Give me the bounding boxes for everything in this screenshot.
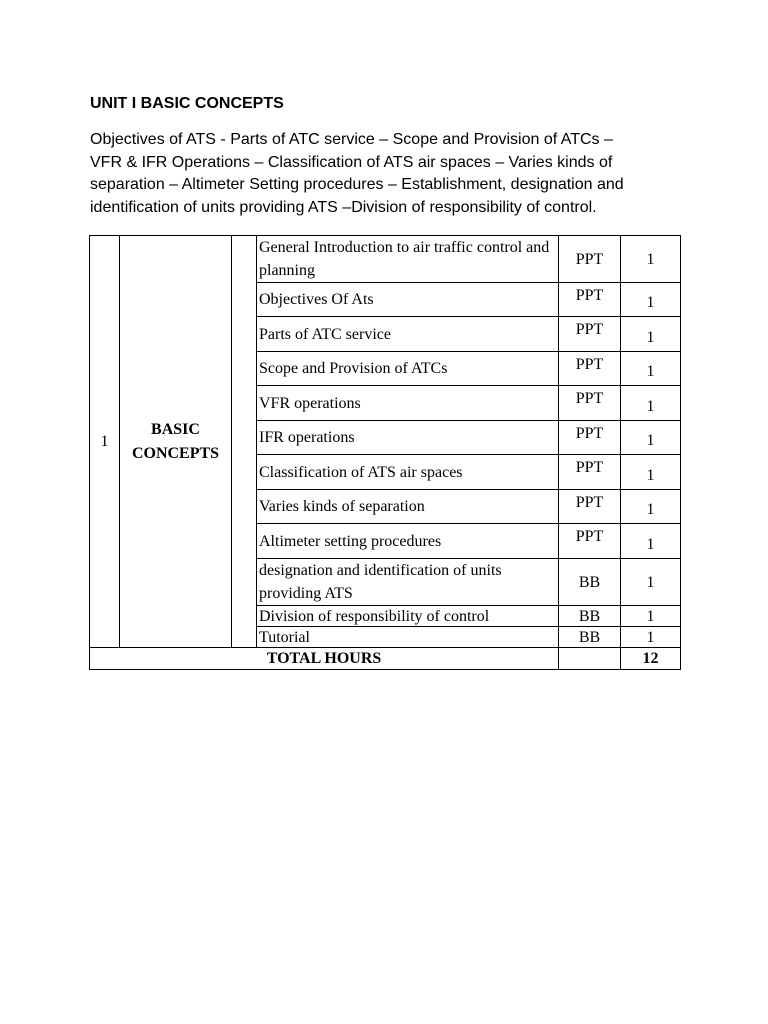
teaching-mode-cell: PPT [559, 524, 621, 559]
teaching-mode-cell: BB [559, 606, 621, 627]
teaching-mode-cell: BB [559, 627, 621, 648]
serial-number-cell: 1 [90, 236, 120, 648]
topic-cell: Division of responsibility of control [257, 606, 559, 627]
hours-cell: 1 [621, 627, 681, 648]
teaching-mode-cell: PPT [559, 317, 621, 352]
teaching-mode-cell: PPT [559, 283, 621, 317]
topic-cell: Parts of ATC service [257, 317, 559, 352]
teaching-mode-cell: BB [559, 559, 621, 606]
syllabus-paragraph [90, 129, 690, 219]
unit-name-line: CONCEPTS [131, 444, 220, 462]
hours-cell: 1 [621, 524, 681, 559]
topic-cell: Scope and Provision of ATCs [257, 352, 559, 386]
syllabus-line: identification of units providing ATS –Division of responsibility of control. [90, 198, 597, 216]
total-mode-cell [559, 648, 621, 670]
hours-cell: 1 [621, 236, 681, 283]
unit-name-line: BASIC [151, 420, 200, 438]
topic-cell: Tutorial [257, 627, 559, 648]
spacer-cell [232, 236, 257, 648]
topic-cell: Varies kinds of separation [257, 490, 559, 524]
hours-cell: 1 [621, 352, 681, 386]
lesson-plan-table [89, 235, 681, 670]
syllabus-line: separation – Altimeter Setting procedures – Establishment, designation and [90, 176, 624, 193]
table-row [90, 236, 681, 283]
unit-heading: UNIT I BASIC CONCEPTS [90, 95, 284, 112]
hours-cell: 1 [621, 455, 681, 490]
topic-cell: Altimeter setting procedures [257, 524, 559, 559]
topic-cell: Objectives Of Ats [257, 283, 559, 317]
hours-cell: 1 [621, 559, 681, 606]
teaching-mode-cell: PPT [559, 490, 621, 524]
total-row [90, 648, 681, 670]
hours-cell: 1 [621, 490, 681, 524]
hours-cell: 1 [621, 283, 681, 317]
syllabus-line: Objectives of ATS - Parts of ATC service – Scope and Provision of ATCs – [90, 131, 613, 148]
hours-cell: 1 [621, 421, 681, 455]
total-hours-label: TOTAL HOURS [90, 648, 559, 670]
unit-name-cell [120, 236, 232, 648]
topic-cell: IFR operations [257, 421, 559, 455]
teaching-mode-cell: PPT [559, 352, 621, 386]
teaching-mode-cell: PPT [559, 236, 621, 283]
hours-cell: 1 [621, 317, 681, 352]
syllabus-line: VFR & IFR Operations – Classification of ATS air spaces – Varies kinds of [90, 153, 613, 171]
hours-cell: 1 [621, 606, 681, 627]
teaching-mode-cell: PPT [559, 421, 621, 455]
teaching-mode-cell: PPT [559, 455, 621, 490]
topic-cell: designation and identification of units providing ATS [257, 559, 559, 606]
topic-cell: VFR operations [257, 386, 559, 421]
hours-cell: 1 [621, 386, 681, 421]
teaching-mode-cell: PPT [559, 386, 621, 421]
total-hours-value: 12 [621, 648, 681, 670]
topic-cell: General Introduction to air traffic control and planning [257, 236, 559, 283]
topic-cell: Classification of ATS air spaces [257, 455, 559, 490]
